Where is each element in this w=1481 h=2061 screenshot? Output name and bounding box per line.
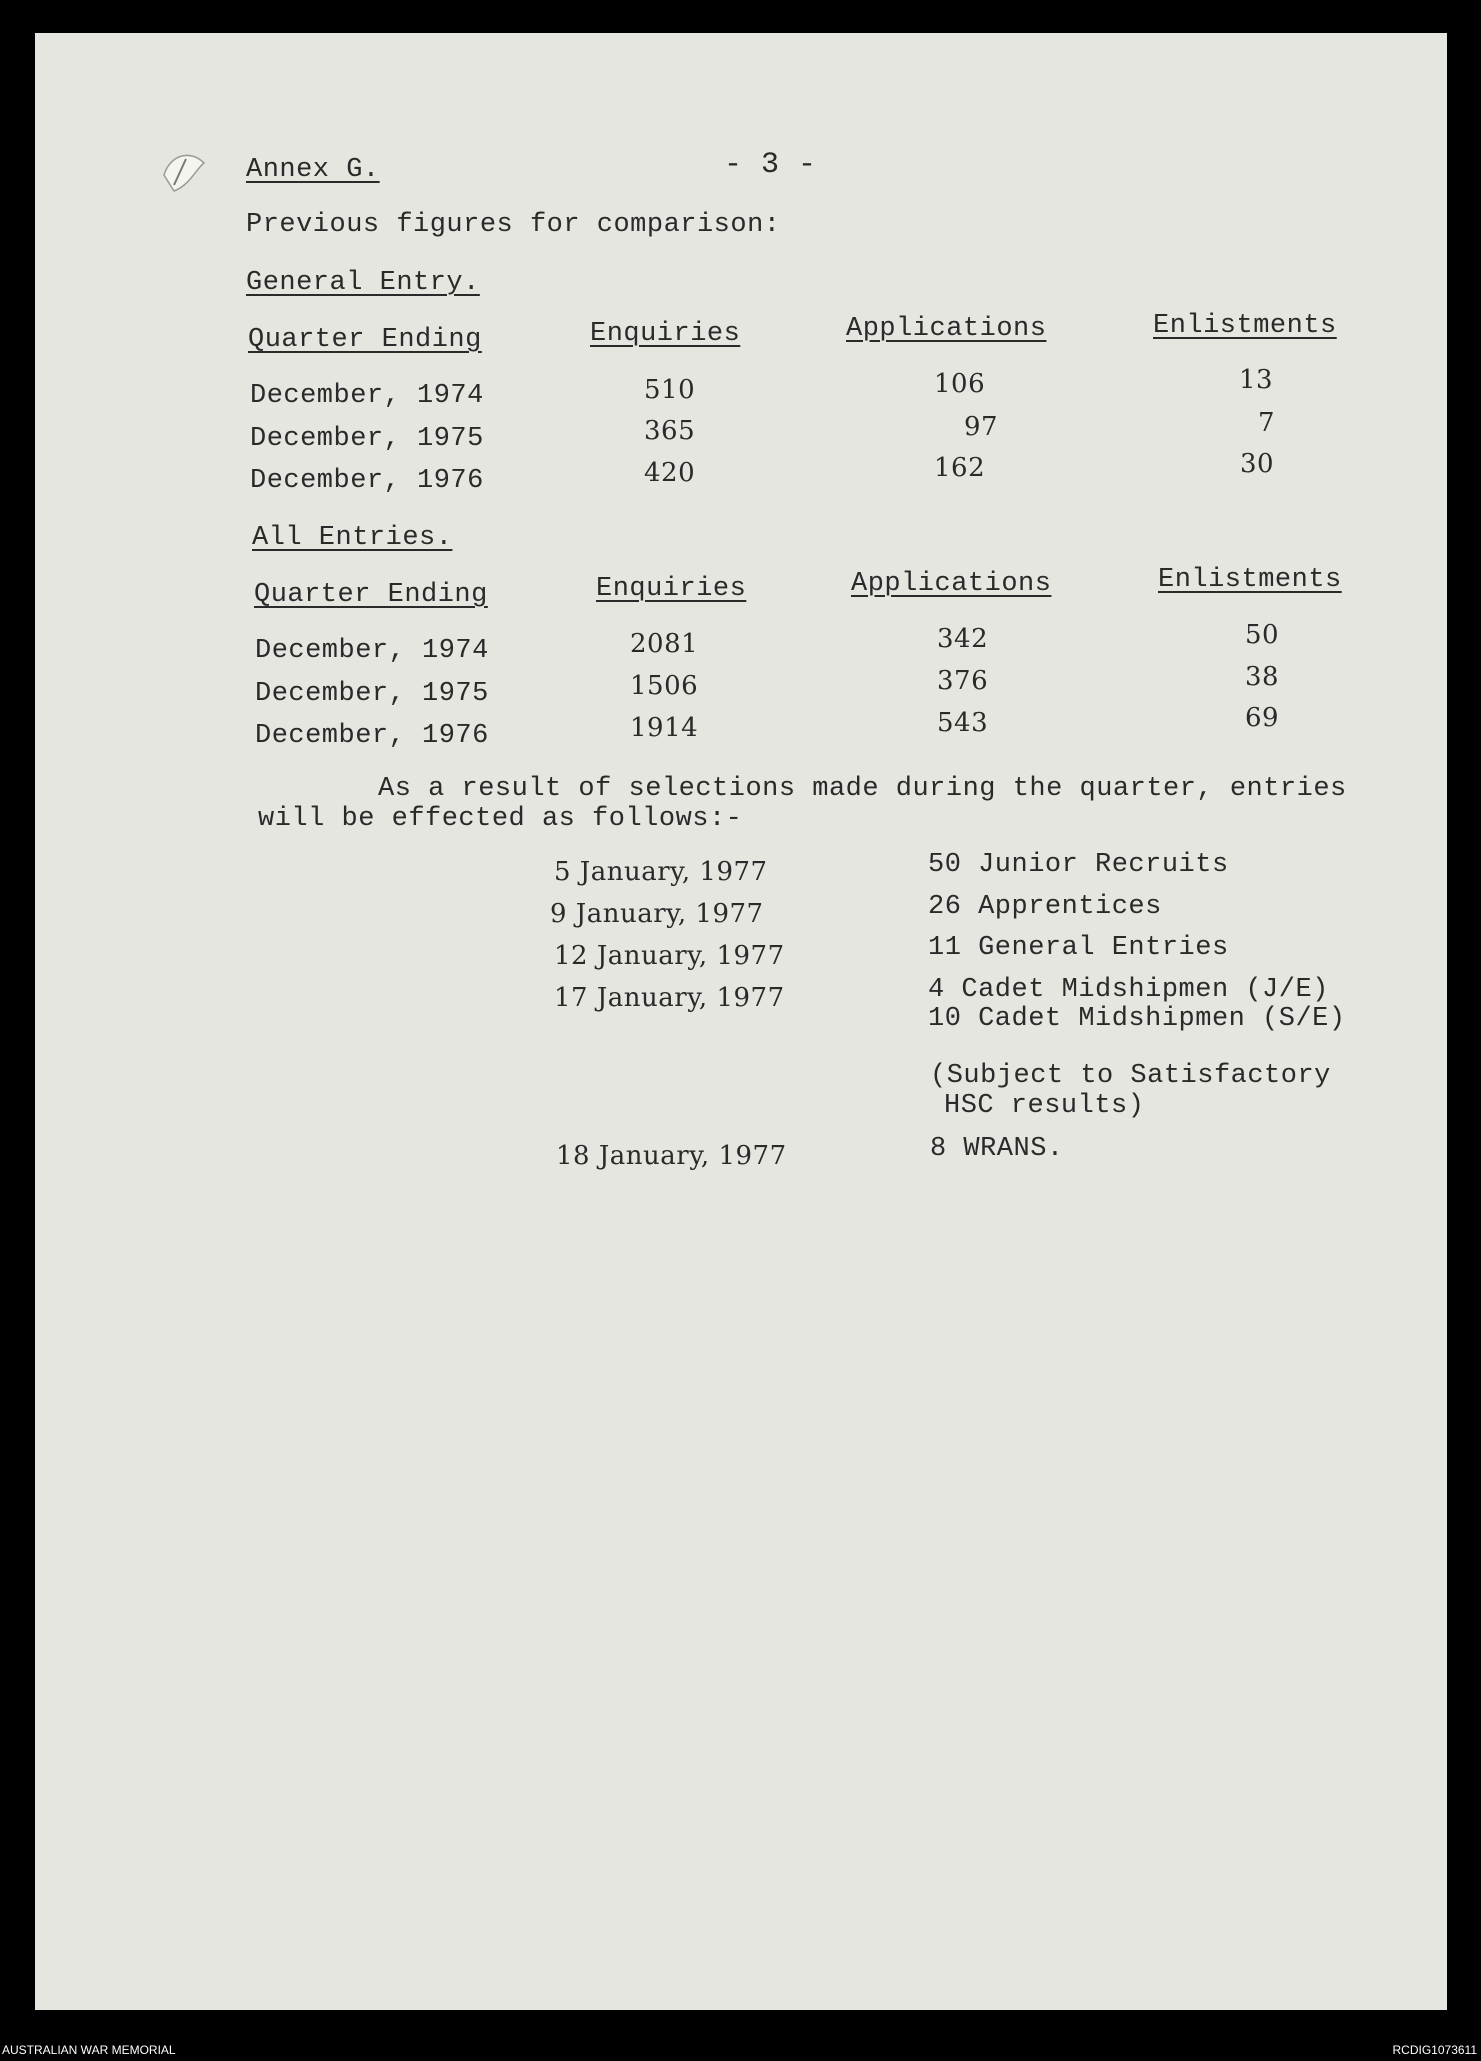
enquiries-cell: 510 [644,375,696,405]
applications-cell: 106 [934,369,986,399]
schedule-entry: 50 Junior Recruits [928,850,1229,880]
applications-cell: 543 [937,708,989,738]
enlistments-cell: 7 [1258,408,1276,438]
footer-id: RCDIG1073611 [1392,2043,1477,2057]
header-enlistments: Enlistments [1153,311,1337,341]
section-title-all-entries: All Entries. [252,523,453,553]
footer-source: AUSTRALIAN WAR MEMORIAL [2,2043,176,2057]
schedule-date: 5 January, 1977 [554,857,768,887]
schedule-date: 9 January, 1977 [550,899,764,929]
enlistments-cell: 38 [1245,662,1280,692]
section-title-general-entry: General Entry. [246,268,480,298]
quarter-cell: December, 1976 [250,466,484,496]
schedule-entry: 26 Apprentices [928,892,1162,922]
header-quarter-ending: Quarter Ending [254,580,488,610]
header-quarter-ending: Quarter Ending [248,325,482,355]
applications-cell: 162 [934,453,986,483]
page-number: - 3 - [724,148,817,182]
enlistments-cell: 69 [1245,703,1280,733]
schedule-date: 12 January, 1977 [554,941,785,971]
note-line1: (Subject to Satisfactory [930,1061,1331,1091]
enquiries-cell: 365 [644,416,696,446]
header-applications: Applications [851,569,1052,599]
paper-crease-mark [160,145,208,197]
quarter-cell: December, 1975 [255,679,489,709]
applications-cell: 342 [937,624,989,654]
schedule-entry: 8 WRANS. [930,1134,1064,1164]
schedule-entry: 11 General Entries [928,933,1229,963]
enlistments-cell: 50 [1245,620,1280,650]
header-enquiries: Enquiries [596,574,747,604]
enquiries-cell: 1914 [630,713,699,743]
header-applications: Applications [846,314,1047,344]
note-line2: HSC results) [944,1091,1145,1121]
applications-cell: 376 [937,666,989,696]
enquiries-cell: 2081 [630,629,699,659]
result-text-line2: will be effected as follows:- [258,804,743,834]
quarter-cell: December, 1976 [255,721,489,751]
schedule-entry-second: 10 Cadet Midshipmen (S/E) [928,1004,1346,1034]
schedule-date: 17 January, 1977 [554,983,785,1013]
quarter-cell: December, 1974 [255,636,489,666]
quarter-cell: December, 1975 [250,424,484,454]
result-text-line1: As a result of selections made during the quarter, entries [378,774,1347,804]
applications-cell: 97 [964,412,999,442]
annex-label: Annex G. [246,155,380,185]
intro-text: Previous figures for comparison: [246,210,781,240]
enlistments-cell: 30 [1240,449,1275,479]
schedule-date: 18 January, 1977 [556,1141,787,1171]
enquiries-cell: 1506 [630,671,699,701]
quarter-cell: December, 1974 [250,381,484,411]
enlistments-cell: 13 [1239,365,1274,395]
header-enquiries: Enquiries [590,319,741,349]
header-enlistments: Enlistments [1158,565,1342,595]
enquiries-cell: 420 [644,458,696,488]
schedule-entry: 4 Cadet Midshipmen (J/E) [928,975,1329,1005]
